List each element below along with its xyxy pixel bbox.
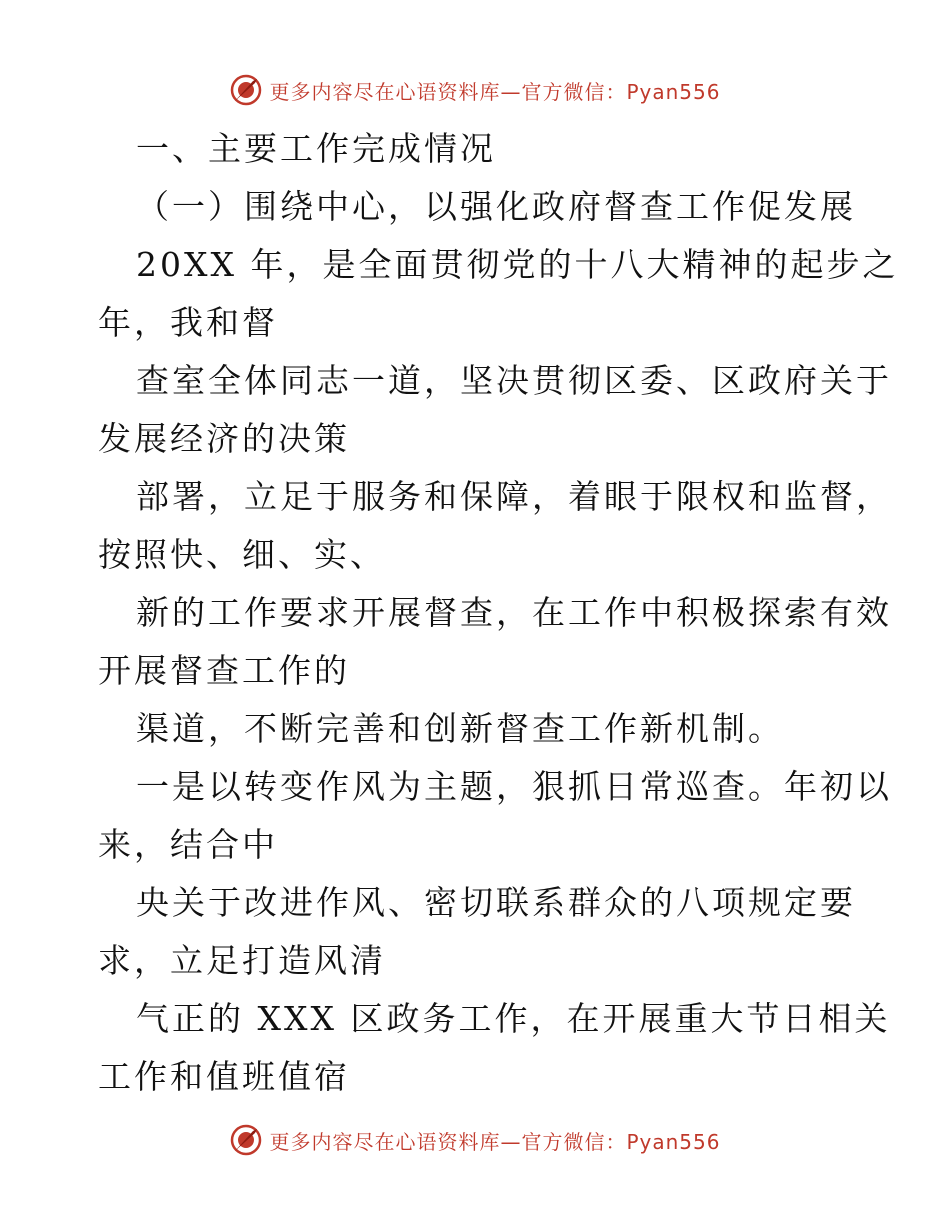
paragraph-line: 气正的 XXX 区政务工作，在开展重大节日相关 [136, 999, 891, 1038]
paragraph-line: 查室全体同志一道，坚决贯彻区委、区政府关于 [136, 361, 892, 400]
paragraph-line: 年，我和督 [98, 303, 278, 342]
header-banner [0, 70, 950, 110]
quill-seal-icon [229, 73, 263, 107]
section-heading: 一、主要工作完成情况 [136, 129, 496, 168]
paragraph-line: 新的工作要求开展督查，在工作中积极探索有效 [136, 593, 892, 632]
banner-text: 更多内容尽在心语资料库—官方微信：Pyan556 [269, 1129, 721, 1154]
quill-seal-icon [229, 1123, 263, 1157]
banner-text: 更多内容尽在心语资料库—官方微信：Pyan556 [269, 79, 721, 104]
document-body [98, 120, 899, 1106]
paragraph-line: 发展经济的决策 [98, 419, 350, 458]
subsection-heading: （一）围绕中心，以强化政府督查工作促发展 [136, 187, 856, 226]
paragraph-line: 来，结合中 [98, 825, 278, 864]
paragraph-line: 一是以转变作风为主题，狠抓日常巡查。年初以 [136, 767, 892, 806]
paragraph-line: 开展督查工作的 [98, 651, 350, 690]
footer-banner [0, 1120, 950, 1160]
paragraph-line: 20XX 年，是全面贯彻党的十八大精神的起步之 [136, 245, 899, 284]
paragraph-line: 部署，立足于服务和保障，着眼于限权和监督， [136, 477, 892, 516]
paragraph-line: 央关于改进作风、密切联系群众的八项规定要 [136, 883, 856, 922]
paragraph-line: 渠道，不断完善和创新督查工作新机制。 [136, 709, 784, 748]
paragraph-line: 工作和值班值宿 [98, 1057, 350, 1096]
paragraph-line: 按照快、细、实、 [98, 535, 386, 574]
paragraph-line: 求，立足打造风清 [98, 941, 386, 980]
